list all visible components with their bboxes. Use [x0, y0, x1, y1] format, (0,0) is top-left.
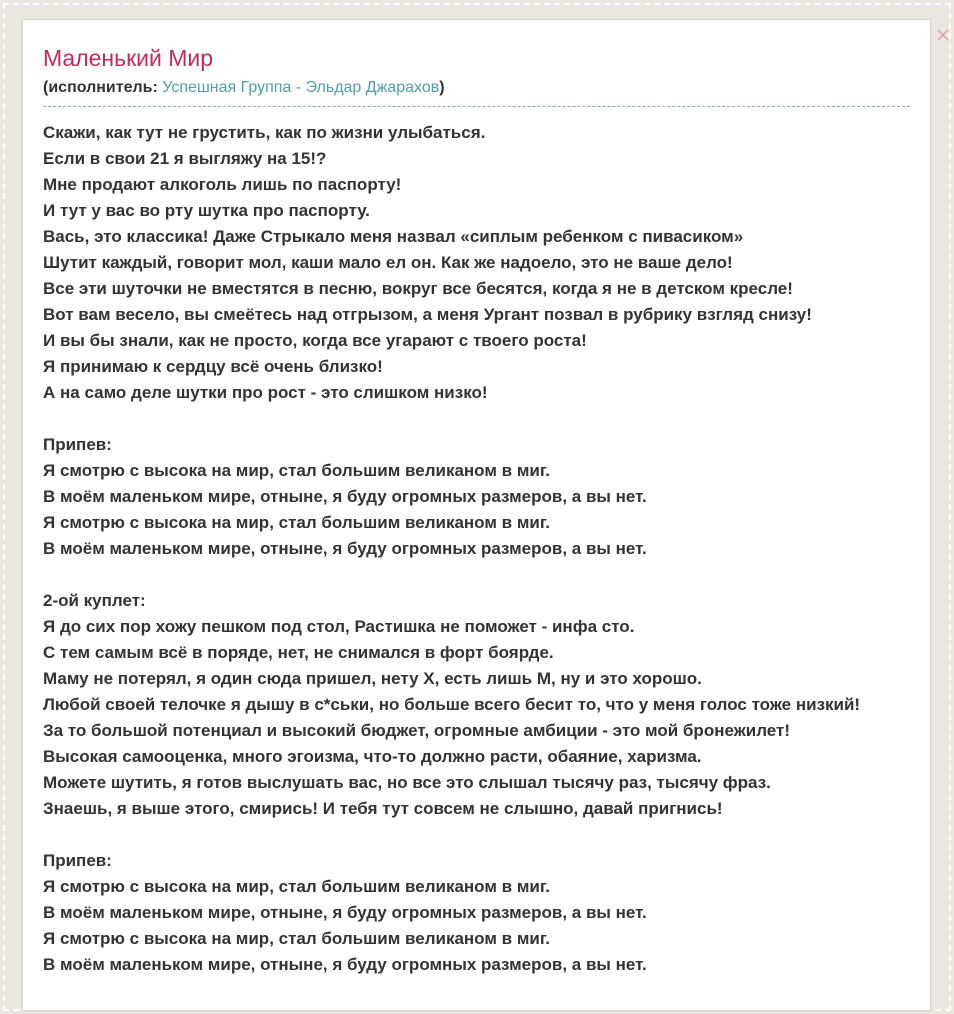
artist-label: (исполнитель: [43, 79, 163, 96]
lyric-line: Шутит каждый, говорит мол, каши мало ел он. Как же надоело, это не ваше дело! [43, 253, 733, 272]
lyrics-text [43, 120, 910, 978]
lyric-line: Знаешь, я выше этого, смирись! И тебя тут совсем не слышно, давай пригнись! [43, 799, 723, 818]
lyric-line: Я смотрю с высока на мир, стал большим великаном в миг. [43, 877, 550, 896]
lyric-line [43, 822, 910, 848]
lyric-line: А на само деле шутки про рост - это слишком низко! [43, 383, 488, 402]
lyric-line: Если в свои 21 я выгляжу на 15!? [43, 149, 327, 168]
lyric-line: Я принимаю к сердцу всё очень близко! [43, 357, 383, 376]
lyric-line: Все эти шуточки не вместятся в песню, вокруг все бесятся, когда я не в детском кресле! [43, 279, 793, 298]
lyric-line: И вы бы знали, как не просто, когда все угарают с твоего роста! [43, 331, 587, 350]
lyric-line: Маму не потерял, я один сюда пришел, нету Х, есть лишь М, ну и это хорошо. [43, 669, 702, 688]
lyric-line: И тут у вас во рту шутка про паспорту. [43, 201, 370, 220]
lyric-line: Припев: [43, 435, 112, 454]
lyric-line: В моём маленьком мире, отныне, я буду огромных размеров, а вы нет. [43, 487, 647, 506]
lyrics-card [22, 19, 931, 1011]
lyric-line: Я смотрю с высока на мир, стал большим великаном в миг. [43, 513, 550, 532]
lyric-line: Вот вам весело, вы смеётесь над отгрызом, а меня Ургант позвал в рубрику взгляд снизу! [43, 305, 812, 324]
lyric-line: В моём маленьком мире, отныне, я буду огромных размеров, а вы нет. [43, 955, 647, 974]
lyric-line: Мне продают алкоголь лишь по паспорту! [43, 175, 402, 194]
lyric-line: Я до сих пор хожу пешком под стол, Растишка не поможет - инфа сто. [43, 617, 635, 636]
lyric-line: Я смотрю с высока на мир, стал большим великаном в миг. [43, 929, 550, 948]
lyric-line: 2-ой куплет: [43, 591, 146, 610]
lyric-line: Можете шутить, я готов выслушать вас, но все это слышал тысячу раз, тысячу фраз. [43, 773, 771, 792]
lyric-line: Вась, это классика! Даже Стрыкало меня назвал «сиплым ребенком с пивасиком» [43, 227, 744, 246]
artist-suffix: ) [439, 79, 445, 96]
lyric-line: За то большой потенциал и высокий бюджет, огромные амбиции - это мой бронежилет! [43, 721, 790, 740]
lyric-line: Скажи, как тут не грустить, как по жизни улыбаться. [43, 123, 486, 142]
lyric-line: Высокая самооценка, много эгоизма, что-то должно расти, обаяние, харизма. [43, 747, 702, 766]
lyric-line: Любой своей телочке я дышу в с*ськи, но больше всего бесит то, что у меня голос тоже низкий! [43, 695, 861, 714]
lyric-line [43, 562, 910, 588]
lyric-line: С тем самым всё в поряде, нет, не снимался в форт боярде. [43, 643, 554, 662]
artist-link[interactable]: Успешная Группа - Эльдар Джарахов [162, 79, 440, 96]
pink-stitch-decoration [936, 28, 950, 42]
lyric-line [43, 406, 910, 432]
page-title: Маленький Мир [43, 45, 214, 71]
lyric-line: В моём маленьком мире, отныне, я буду огромных размеров, а вы нет. [43, 903, 647, 922]
lyric-line: В моём маленьком мире, отныне, я буду огромных размеров, а вы нет. [43, 539, 647, 558]
lyric-line: Я смотрю с высока на мир, стал большим великаном в миг. [43, 461, 550, 480]
artist-line [43, 79, 910, 107]
lyric-line: Припев: [43, 851, 112, 870]
